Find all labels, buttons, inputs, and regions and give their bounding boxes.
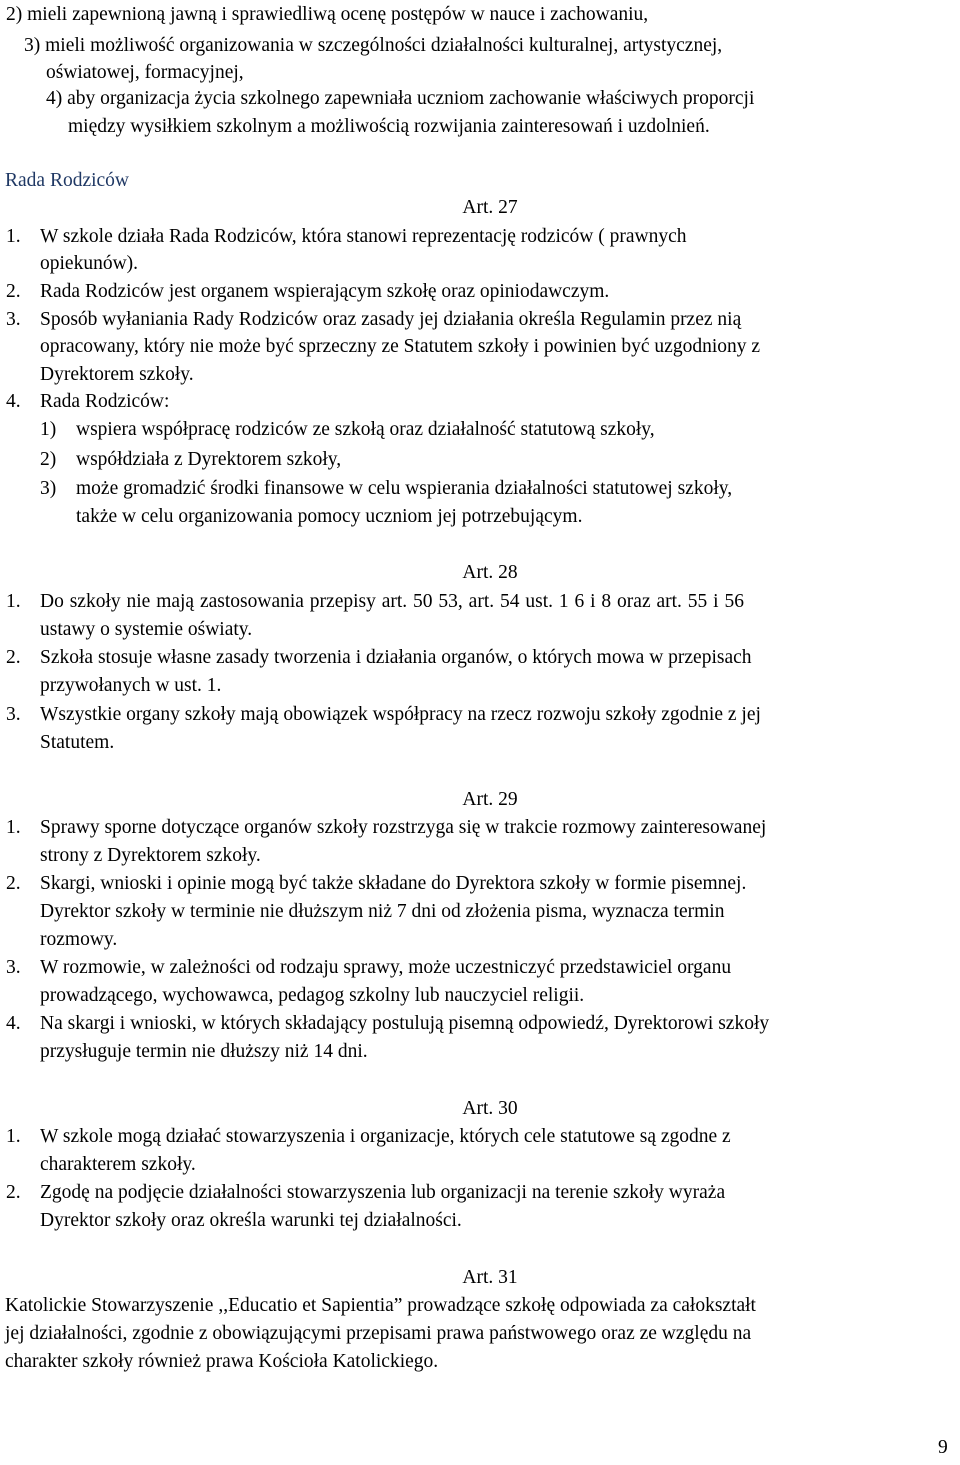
subitem-text: także w celu organizowania pomocy uczniom jej potrzebującym.	[76, 506, 583, 527]
item-text: rozmowy.	[40, 929, 118, 950]
item-text: Do szkoły nie mają zastosowania przepisy art. 50 53, art. 54 ust. 1 6 i 8 oraz art. 55 i 56	[40, 591, 744, 612]
item-number: 2.	[6, 873, 21, 894]
intro-item: 4) aby organizacja życia szkolnego zapewniała uczniom zachowanie właściwych proporcji	[46, 88, 755, 109]
item-number: 3.	[6, 309, 21, 330]
item-text: Dyrektorem szkoły.	[40, 364, 194, 385]
subitem-number: 2)	[40, 449, 57, 470]
article-title: Art. 31	[462, 1267, 518, 1288]
subitem-number: 3)	[40, 478, 57, 499]
paragraph-line: jej działalności, zgodnie z obowiązującymi przepisami prawa państwowego oraz ze względu na	[5, 1323, 752, 1344]
item-number: 2.	[6, 647, 21, 668]
item-number: 3.	[6, 957, 21, 978]
item-text: przywołanych w ust. 1.	[40, 675, 222, 696]
item-text: Dyrektor szkoły w terminie nie dłuższym niż 7 dni od złożenia pisma, wyznacza termin	[40, 901, 725, 922]
item-text: przysługuje termin nie dłuższy niż 14 dni.	[40, 1041, 368, 1062]
item-text: Skargi, wnioski i opinie mogą być także składane do Dyrektora szkoły w formie pisemnej.	[40, 873, 747, 894]
item-number: 1.	[6, 226, 21, 247]
item-number: 1.	[6, 591, 21, 612]
item-text: W rozmowie, w zależności od rodzaju sprawy, może uczestniczyć przedstawiciel organu	[40, 957, 732, 978]
item-number: 4.	[6, 391, 21, 412]
item-text: ustawy o systemie oświaty.	[40, 619, 253, 640]
intro-item: 2) mieli zapewnioną jawną i sprawiedliwą ocenę postępów w nauce i zachowaniu,	[6, 4, 649, 25]
item-number: 2.	[6, 1182, 21, 1203]
subitem-number: 1)	[40, 419, 57, 440]
item-number: 1.	[6, 817, 21, 838]
intro-item: oświatowej, formacyjnej,	[46, 62, 244, 83]
item-number: 4.	[6, 1013, 21, 1034]
item-text: Na skargi i wnioski, w których składający postulują pisemną odpowiedź, Dyrektorowi szkoły	[40, 1013, 770, 1034]
item-text: Rada Rodziców jest organem wspierającym szkołę oraz opiniodawczym.	[40, 281, 610, 302]
paragraph-line: charakter szkoły również prawa Kościoła Katolickiego.	[5, 1351, 439, 1372]
item-text: Wszystkie organy szkoły mają obowiązek współpracy na rzecz rozwoju szkoły zgodnie z jej	[40, 704, 761, 725]
item-number: 2.	[6, 281, 21, 302]
subitem-text: wspiera współpracę rodziców ze szkołą oraz działalność statutową szkoły,	[76, 419, 655, 440]
item-text: strony z Dyrektorem szkoły.	[40, 845, 261, 866]
page-number: 9	[938, 1437, 948, 1458]
article-title: Art. 27	[462, 197, 518, 218]
subitem-text: współdziała z Dyrektorem szkoły,	[76, 449, 342, 470]
section-heading: Rada Rodziców	[5, 170, 130, 191]
item-text: Statutem.	[40, 732, 115, 753]
item-text: Sposób wyłaniania Rady Rodziców oraz zasady jej działania określa Regulamin przez nią	[40, 309, 742, 330]
intro-item: między wysiłkiem szkolnym a możliwością rozwijania zainteresowań i uzdolnień.	[68, 116, 710, 137]
item-text: charakterem szkoły.	[40, 1154, 196, 1175]
item-text: W szkole mogą działać stowarzyszenia i organizacje, których cele statutowe są zgodne z	[40, 1126, 731, 1147]
item-number: 3.	[6, 704, 21, 725]
subitem-text: może gromadzić środki finansowe w celu wspierania działalności statutowej szkoły,	[76, 478, 733, 499]
intro-item: 3) mieli możliwość organizowania w szczególności działalności kulturalnej, artystycznej,	[24, 35, 723, 56]
paragraph-line: Katolickie Stowarzyszenie ,,Educatio et Sapientia” prowadzące szkołę odpowiada za całokształt	[5, 1295, 756, 1316]
item-text: opracowany, który nie może być sprzeczny ze Statutem szkoły i powinien być uzgodniony z	[40, 336, 761, 357]
item-number: 1.	[6, 1126, 21, 1147]
article-title: Art. 29	[462, 789, 518, 810]
article-title: Art. 28	[462, 562, 518, 583]
article-title: Art. 30	[462, 1098, 518, 1119]
item-text: Dyrektor szkoły oraz określa warunki tej działalności.	[40, 1210, 462, 1231]
item-text: Sprawy sporne dotyczące organów szkoły rozstrzyga się w trakcie rozmowy zainteresowanej	[40, 817, 767, 838]
item-text: W szkole działa Rada Rodziców, która stanowi reprezentację rodziców ( prawnych	[40, 226, 687, 247]
item-text: opiekunów).	[40, 253, 139, 274]
item-text: prowadzącego, wychowawca, pedagog szkolny lub nauczyciel religii.	[40, 985, 585, 1006]
item-text: Szkoła stosuje własne zasady tworzenia i działania organów, o których mowa w przepisach	[40, 647, 752, 668]
item-text: Zgodę na podjęcie działalności stowarzyszenia lub organizacji na terenie szkoły wyraża	[40, 1182, 726, 1203]
item-text: Rada Rodziców:	[40, 391, 170, 412]
